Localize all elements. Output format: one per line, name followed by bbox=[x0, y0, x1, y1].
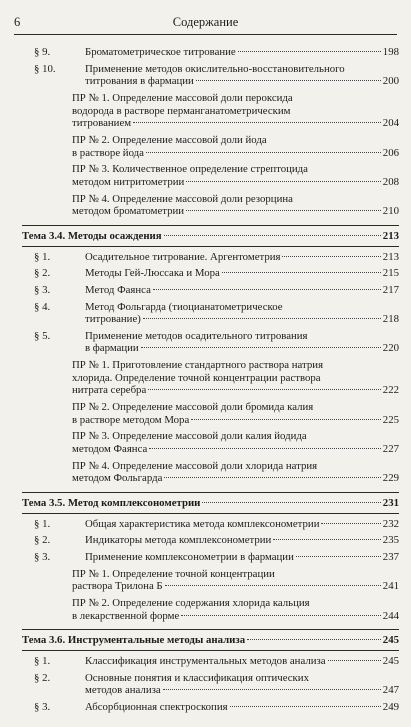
entry-page-number: 213 bbox=[382, 250, 399, 263]
entry-title-line: раствора Трилона Б bbox=[72, 580, 163, 593]
entry-title-line: методом нитритометрии bbox=[72, 175, 185, 188]
entry-title-line: в растворе методом Мора bbox=[72, 413, 190, 426]
toc-section-entry bbox=[14, 330, 399, 355]
dot-leader bbox=[153, 289, 381, 290]
toc-section-entry bbox=[14, 251, 399, 264]
entry-title-line: методов анализа bbox=[85, 684, 161, 697]
toc-section-entry bbox=[14, 46, 399, 59]
entry-page-number: 232 bbox=[382, 517, 399, 530]
toc-topic-entry bbox=[14, 230, 399, 243]
entry-page-number: 222 bbox=[382, 384, 399, 397]
entry-title-line: Методы Гей-Люссака и Мора bbox=[85, 267, 220, 280]
section-number: § 1. bbox=[34, 654, 51, 667]
toc-section-entry bbox=[14, 267, 399, 280]
entry-page-number: 218 bbox=[382, 313, 399, 326]
entry-title-line: ПР № 1. Определение точной концентрации bbox=[72, 567, 275, 580]
toc-section-entry bbox=[14, 518, 399, 531]
dot-leader bbox=[191, 419, 381, 420]
entry-page-number: 249 bbox=[382, 700, 399, 713]
toc-section-entry bbox=[14, 284, 399, 297]
entry-title-line: ПР № 1. Приготовление стандартного раствора натрия bbox=[72, 359, 324, 372]
entry-title-line: ПР № 3. Количественное определение стрептоцида bbox=[72, 163, 308, 176]
section-number: § 3. bbox=[34, 283, 51, 296]
dot-leader bbox=[321, 523, 380, 524]
section-number: § 2. bbox=[34, 671, 51, 684]
entry-title-line: Абсорбционная спектроскопия bbox=[85, 700, 228, 713]
toc-practical-entry bbox=[14, 597, 399, 622]
dot-leader bbox=[143, 318, 381, 319]
entry-page-number: 217 bbox=[382, 283, 399, 296]
entry-page-number: 237 bbox=[382, 551, 399, 563]
entry-title-line: Метод Фаянса bbox=[85, 283, 151, 296]
section-number: § 10. bbox=[34, 62, 56, 75]
table-of-contents bbox=[14, 46, 399, 718]
entry-title-line: ПР № 2. Определение массовой доли йода bbox=[72, 133, 267, 146]
toc-section-entry bbox=[14, 672, 399, 697]
entry-title-line: титрования в фармации bbox=[85, 75, 194, 88]
entry-page-number: 204 bbox=[382, 117, 399, 130]
entry-title-line: водорода в растворе перманганатометрическим bbox=[72, 104, 291, 117]
toc-section-entry bbox=[14, 655, 399, 668]
entry-title-line: Основные понятия и классификация оптических bbox=[85, 671, 309, 684]
entry-title-line: титрованием bbox=[72, 117, 132, 130]
entry-title-line: Тема 3.6. Инструментальные методы анализа bbox=[22, 634, 246, 647]
section-number: § 2. bbox=[34, 267, 51, 280]
entry-title-line: ПР № 4. Определение массовой доли хлорида натрия bbox=[72, 459, 318, 472]
toc-section-entry bbox=[14, 63, 399, 88]
topic-divider bbox=[22, 650, 399, 651]
dot-leader bbox=[186, 210, 381, 211]
entry-title-line: Классификация инструментальных методов анализа bbox=[85, 654, 326, 667]
entry-title-line: в фармации bbox=[85, 342, 139, 355]
toc-practical-entry bbox=[14, 401, 399, 426]
toc-section-entry bbox=[14, 551, 399, 564]
entry-page-number: 245 bbox=[382, 654, 399, 667]
section-number: § 5. bbox=[34, 329, 51, 342]
entry-page-number: 245 bbox=[382, 634, 399, 647]
entry-title-line: методом Фаянса bbox=[72, 443, 148, 456]
dot-leader bbox=[282, 256, 380, 257]
topic-divider bbox=[22, 225, 399, 226]
toc-topic-entry bbox=[14, 634, 399, 647]
dot-leader bbox=[273, 539, 381, 540]
page-number: 6 bbox=[14, 15, 21, 29]
topic-divider bbox=[22, 513, 399, 514]
dot-leader bbox=[165, 585, 381, 586]
dot-leader bbox=[149, 448, 381, 449]
entry-title-line: Тема 3.4. Методы осаждения bbox=[22, 229, 162, 242]
entry-page-number: 206 bbox=[382, 146, 399, 159]
section-number: § 9. bbox=[34, 46, 51, 58]
toc-practical-entry bbox=[14, 193, 399, 218]
entry-title-line: ПР № 3. Определение массовой доли калия йодида bbox=[72, 430, 307, 443]
entry-page-number: 241 bbox=[382, 580, 399, 593]
entry-title-line: Броматометрическое титрование bbox=[85, 46, 236, 58]
toc-practical-entry bbox=[14, 430, 399, 455]
toc-practical-entry bbox=[14, 359, 399, 397]
entry-title-line: в растворе йода bbox=[72, 146, 144, 159]
dot-leader bbox=[133, 122, 381, 123]
dot-leader bbox=[238, 51, 381, 52]
topic-divider bbox=[22, 629, 399, 630]
toc-practical-entry bbox=[14, 568, 399, 593]
entry-page-number: 235 bbox=[382, 534, 399, 547]
entry-title-line: Осадительное титрование. Аргентометрия bbox=[85, 250, 281, 263]
entry-page-number: 247 bbox=[382, 684, 399, 697]
dot-leader bbox=[296, 556, 381, 557]
entry-title-line: ПР № 1. Определение массовой доли пероксида bbox=[72, 91, 293, 104]
section-number: § 4. bbox=[34, 300, 51, 313]
dot-leader bbox=[181, 615, 381, 616]
dot-leader bbox=[222, 272, 381, 273]
entry-title-line: Индикаторы метода комплексонометрии bbox=[85, 534, 272, 547]
toc-section-entry bbox=[14, 301, 399, 326]
dot-leader bbox=[164, 235, 381, 236]
entry-title-line: методом броматометрии bbox=[72, 205, 185, 218]
dot-leader bbox=[196, 80, 381, 81]
entry-page-number: 225 bbox=[382, 413, 399, 426]
entry-page-number: 198 bbox=[382, 46, 399, 58]
dot-leader bbox=[148, 389, 381, 390]
topic-divider bbox=[22, 246, 399, 247]
dot-leader bbox=[202, 502, 380, 503]
topic-divider bbox=[22, 492, 399, 493]
toc-practical-entry bbox=[14, 163, 399, 188]
entry-title-line: Применение комплексонометрии в фармации bbox=[85, 551, 294, 563]
entry-title-line: хлорида. Определение точной концентрации раствора bbox=[72, 371, 321, 384]
toc-topic-entry bbox=[14, 497, 399, 510]
section-number: § 3. bbox=[34, 700, 51, 713]
dot-leader bbox=[164, 477, 380, 478]
toc-practical-entry bbox=[14, 460, 399, 485]
dot-leader bbox=[186, 181, 381, 182]
entry-title-line: нитрата серебра bbox=[72, 384, 147, 397]
toc-practical-entry bbox=[14, 92, 399, 130]
dot-leader bbox=[141, 347, 381, 348]
section-number: § 3. bbox=[34, 551, 51, 563]
entry-page-number: 208 bbox=[382, 175, 399, 188]
entry-title-line: Тема 3.5. Метод комплексонометрии bbox=[22, 497, 201, 510]
section-number: § 1. bbox=[34, 250, 51, 263]
toc-section-entry bbox=[14, 534, 399, 547]
entry-page-number: 229 bbox=[382, 472, 399, 485]
toc-section-entry bbox=[14, 701, 399, 714]
entry-page-number: 231 bbox=[382, 497, 399, 510]
dot-leader bbox=[328, 660, 381, 661]
entry-page-number: 213 bbox=[382, 229, 399, 242]
section-number: § 1. bbox=[34, 517, 51, 530]
entry-page-number: 210 bbox=[382, 205, 399, 218]
running-title: Содержание bbox=[172, 15, 239, 29]
section-number: § 2. bbox=[34, 534, 51, 547]
entry-title-line: в лекарственной форме bbox=[72, 609, 180, 622]
entry-title-line: Метод Фольгарда (тиоцианатометрическое bbox=[85, 300, 283, 313]
dot-leader bbox=[146, 152, 381, 153]
dot-leader bbox=[163, 689, 381, 690]
dot-leader bbox=[230, 706, 381, 707]
entry-page-number: 244 bbox=[382, 609, 399, 622]
entry-title-line: ПР № 2. Определение содержания хлорида кальция bbox=[72, 596, 310, 609]
entry-title-line: ПР № 4. Определение массовой доли резорцина bbox=[72, 192, 293, 205]
entry-page-number: 220 bbox=[382, 342, 399, 355]
entry-title-line: титрование) bbox=[85, 313, 141, 326]
entry-page-number: 215 bbox=[382, 267, 399, 280]
page-header bbox=[14, 12, 397, 35]
entry-page-number: 227 bbox=[382, 443, 399, 456]
toc-practical-entry bbox=[14, 134, 399, 159]
entry-title-line: Применение методов окислительно-восстановительного bbox=[85, 62, 345, 75]
entry-page-number: 200 bbox=[382, 75, 399, 88]
dot-leader bbox=[247, 639, 381, 640]
entry-title-line: методом Фольгарда bbox=[72, 472, 163, 485]
entry-title-line: Общая характеристика метода комплексонометрии bbox=[85, 517, 320, 530]
entry-title-line: ПР № 2. Определение массовой доли бромида калия bbox=[72, 401, 314, 414]
entry-title-line: Применение методов осадительного титрования bbox=[85, 329, 308, 342]
